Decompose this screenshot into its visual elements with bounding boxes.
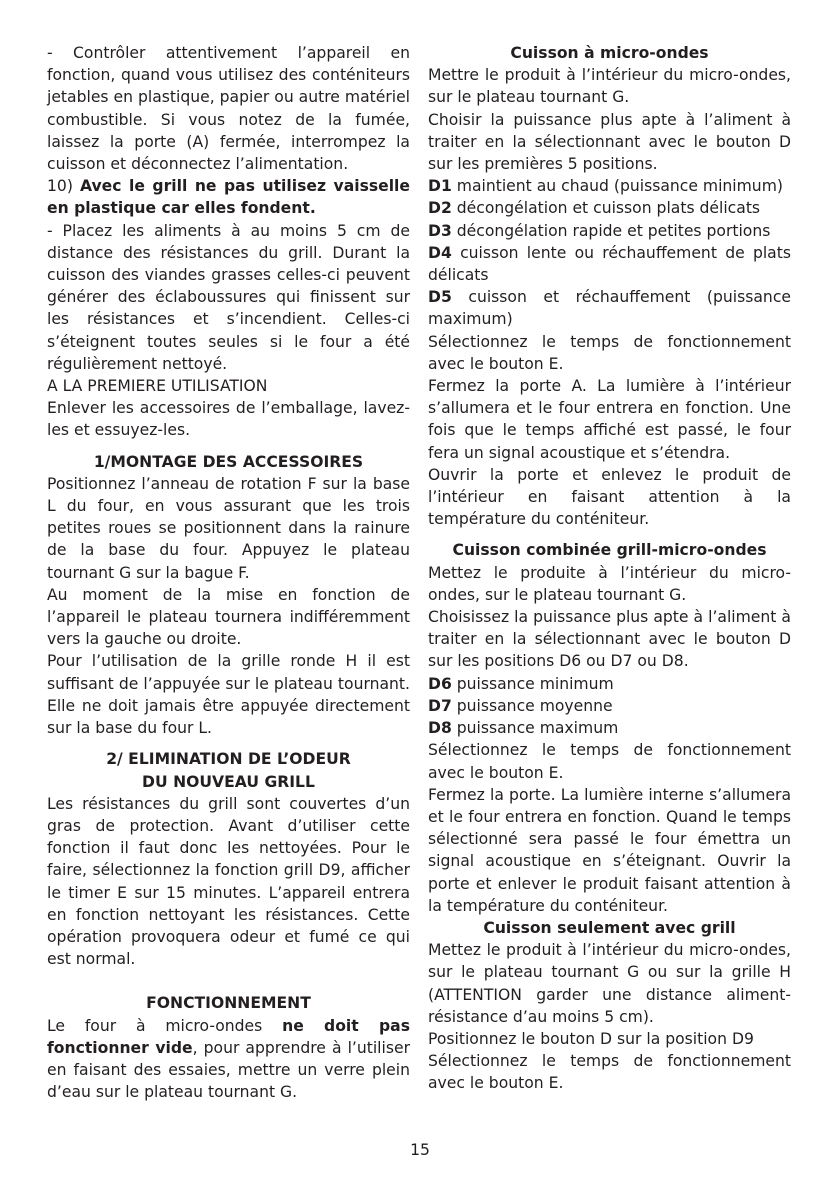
power-code: D7 [428,696,452,715]
power-item-d8 [428,717,791,739]
heading-micro-ondes: Cuisson à micro-ondes [510,44,709,62]
paragraph-remove-accessories: Enlever les accessoires de l’emballage, lavez-les et essuyez-les. [47,399,410,440]
paragraph-rotation: Au moment de la mise en fonction de l’appareil le plateau tournera indifféremment vers la gauche ou droite. [47,585,410,649]
power-code: D5 [428,288,452,307]
power-desc: cuisson et réchauffement (puissance maximum) [428,288,791,329]
power-desc: décongélation et cuisson plats délicats [456,199,761,218]
power-item-d3 [428,220,791,242]
paragraph-first-use: A LA PREMIERE UTILISATION [47,377,268,396]
heading-grill-seul: Cuisson seulement avec grill [483,918,736,937]
paragraph-distance: - Placez les aliments à au moins 5 cm de distance des résistances du grill. Durant la cuisson des viandes grasses celles-ci peuvent générer des éclaboussures qui finissent sur les résistances et s’incendient. Celles-ci s’éteignent toutes seules si le four a été régulièrement nettoyé. [47,221,410,373]
grill-warning-bold: Avec le grill ne pas utilisez vaisselle en plastique car elles fondent. [47,177,410,218]
paragraph-choisissez: Choisissez la puissance plus apte à l’aliment à traiter en la sélectionnant avec le bouton D sur les positions D6 ou D7 ou D8. [428,608,791,671]
heading-combinee: Cuisson combinée grill-micro-ondes [452,541,767,560]
paragraph-container-warning: - Contrôler attentivement l’appareil en fonction, quand vous utilisez des conténiteurs jetables en plastique, papier ou autre matériel combustible. Si vous notez de la fumée, laissez la porte (A) fermée, interrompez la cuisson et déconnectez l’alimentation. [47,44,410,174]
paragraph-fermez-porte-2: Fermez la porte. La lumière interne s’allumera et le four entrera en fonction. Quand le temps sélectionné sera passé le four émettra un signal acoustique en s’éteignant. Ouvrir la porte et enlever le produit faisant attention à la température du conténiteur. [428,785,791,915]
paragraph-ouvrir-porte: Ouvrir la porte et enlevez le produit de l’intérieur en faisant attention à la température du conténiteur. [428,465,791,529]
power-code: D6 [428,674,452,693]
paragraph-fermez-porte: Fermez la porte A. La lumière à l’intérieur s’allumera et le four entrera en fonction. Une fois que le temps affiché est passé, le four fera un signal acoustique et s’étendra. [428,377,791,462]
power-item-d6 [428,673,791,695]
paragraph-temps: Sélectionnez le temps de fonctionnement avec le bouton E. [428,332,791,373]
fonctionnement-text-b: , pour apprendre à l’utiliser en faisant des essaies, mettre un verre plein d’eau sur le plateau tournant G. [47,1038,410,1102]
paragraph-grille: Pour l’utilisation de la grille ronde H il est suffisant de l’appuyée sur le plateau tournant. Elle ne doit jamais être appuyée directement sur la base du four L. [47,652,410,738]
power-desc: puissance moyenne [456,696,613,715]
paragraph-grill-warning [47,175,410,219]
power-code: D2 [428,199,452,218]
paragraph-montage: Positionnez l’anneau de rotation F sur la base L du four, en vous assurant que les trois petites roues se positionnent dans la rainure de la base du four. Appuyez le plateau tournant G sur la bague F. [47,474,410,582]
paragraph-bouton-d9: Positionnez le bouton D sur la position D9 [428,1029,754,1048]
paragraph-temps-2: Sélectionnez le temps de fonctionnement avec le bouton E. [428,741,791,782]
fonctionnement-bold: ne doit pas fonctionner vide [47,1016,410,1057]
paragraph-mettez-produit: Mettez le produit à l’intérieur du micro-ondes, sur le plateau tournant G ou sur la grille H (ATTENTION garder une distance aliment-résistance d’au moins 5 cm). [428,941,791,1026]
power-item-d7 [428,695,791,717]
heading-odeur-line2: DU NOUVEAU GRILL [142,772,315,791]
power-item-d5 [428,286,791,330]
heading-odeur-line1: 2/ ELIMINATION DE L’ODEUR [106,750,351,769]
power-code: D3 [428,221,452,240]
power-desc: maintient au chaud (puissance minimum) [456,177,783,196]
power-code: D1 [428,177,452,196]
power-desc: puissance minimum [456,674,614,693]
paragraph-odeur: Les résistances du grill sont couvertes d’un gras de protection. Avant d’utiliser cette fonction il faut donc les nettoyées. Pour le faire, sélectionnez la fonction grill D9, afficher le timer E sur 15 minutes. L’appareil entrera en fonction nettoyant les résistances. Cette opération provoquera odeur et fumé ce qui est normal. [47,794,410,969]
power-code: D4 [428,243,452,262]
page-number: 15 [410,1141,430,1159]
power-desc: cuisson lente ou réchauffement de plats délicats [428,243,791,285]
power-item-d4 [428,242,791,286]
power-code: D8 [428,719,452,738]
heading-fonctionnement: FONCTIONNEMENT [146,994,311,1013]
paragraph-fonctionnement [47,1015,410,1104]
fonctionnement-text-a: Le four à micro-ondes [47,1016,263,1035]
heading-montage: 1/MONTAGE DES ACCESSOIRES [93,452,364,471]
paragraph-choisir-puissance: Choisir la puissance plus apte à l’aliment à traiter en la sélectionnant avec le bouton D sur les premières 5 positions. [428,110,791,174]
left-column [47,42,410,1103]
power-item-d1 [428,175,791,197]
power-item-d2 [428,197,791,219]
power-desc: décongélation rapide et petites portions [456,221,771,240]
right-column [428,42,791,1095]
power-desc: puissance maximum [456,719,619,738]
paragraph-mettez-produite: Mettez le produite à l’intérieur du micro-ondes, sur le plateau tournant G. [428,563,791,604]
paragraph-temps-3: Sélectionnez le temps de fonctionnement avec le bouton E. [428,1052,791,1093]
paragraph-mettre-produit: Mettre le produit à l’intérieur du micro-ondes, sur le plateau tournant G. [428,66,791,107]
item-number: 10) [47,177,73,196]
